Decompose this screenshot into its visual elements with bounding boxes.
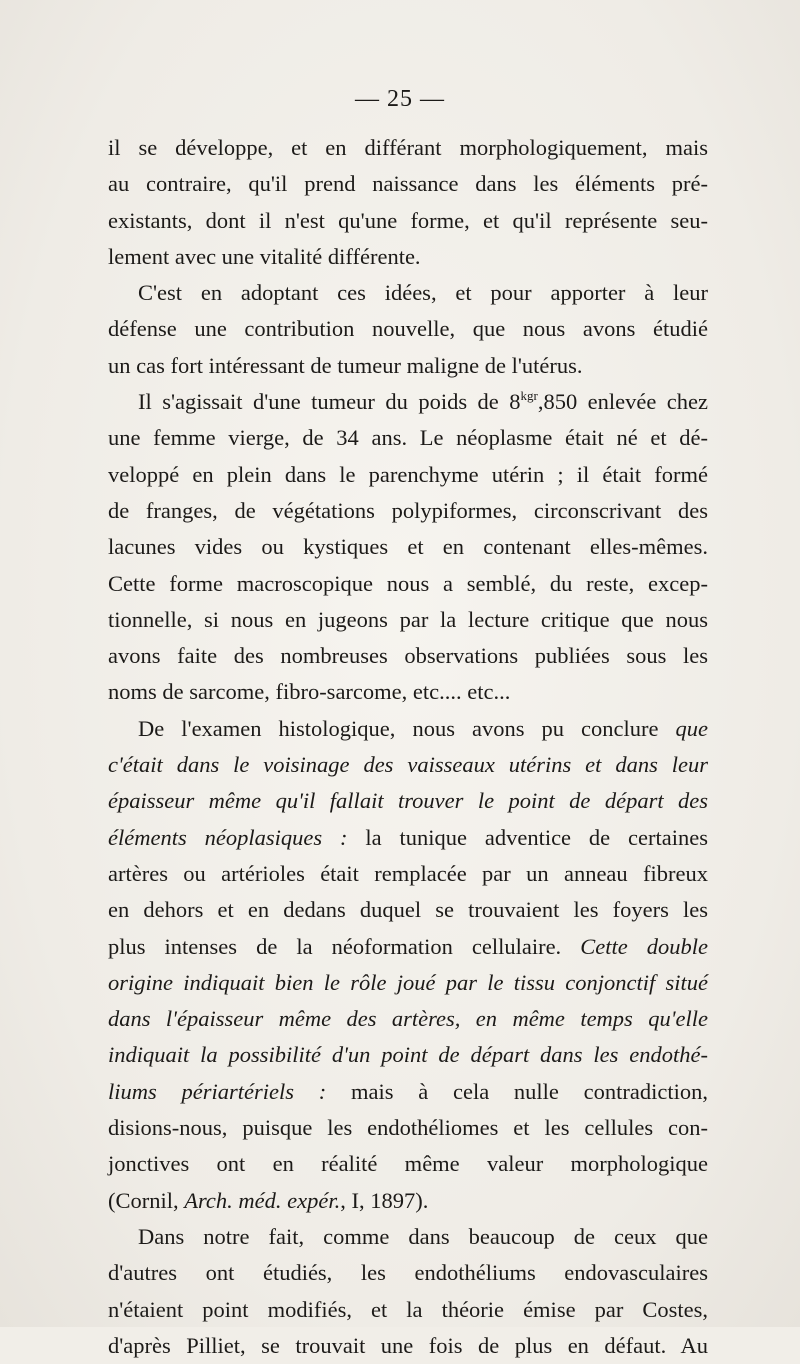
text-line [108,892,708,928]
italic-text-run: épaisseur même qu'il fallait trouver le point de départ des [108,788,708,814]
text-run: , I, 1897). [340,1187,429,1213]
text-run: ,850 enlevée chez [537,389,708,415]
text-line [108,1183,708,1219]
text-line [108,1074,708,1110]
italic-text-run: indiquait la possibilité d'un point de départ dans les endothé- [108,1042,708,1068]
text-line [108,457,708,493]
text-run: (Cornil, [108,1187,185,1213]
italic-text-run: liums périartériels : [108,1078,327,1104]
text-run: avons faite des nombreuses observations publiées sous les [108,643,708,669]
text-line [108,1328,708,1364]
text-run: veloppé en plein dans le parenchyme utérin ; il était formé [108,461,708,487]
text-run: C'est en adoptant ces idées, et pour apporter à leur [138,280,708,306]
text-run: en dehors et en dedans duquel se trouvaient les foyers les [108,897,708,923]
text-line [108,638,708,674]
italic-text-line [108,747,708,783]
text-line [108,602,708,638]
text-run: Il s'agissait d'une tumeur du poids de 8 [138,389,521,415]
text-run: de franges, de végétations polypiformes, circonscrivant des [108,497,708,523]
text-line [108,820,708,856]
text-run: jonctives ont en réalité même valeur morphologique [108,1151,708,1177]
text-line [108,311,708,347]
text-line [108,929,708,965]
italic-text-run: que [675,715,708,741]
text-run: plus intenses de la néoformation cellulaire. [108,933,581,959]
text-line [108,856,708,892]
text-line [108,420,708,456]
text-line [108,239,708,275]
text-line [108,348,708,384]
text-run: lacunes vides ou kystiques et en contenant elles-mêmes. [108,534,708,560]
text-line [108,166,708,202]
text-run: n'étaient point modifiés, et la théorie émise par Costes, [108,1296,708,1322]
paragraph-start-line [108,711,708,747]
page-number: — 25 — [355,86,445,112]
text-line [108,130,708,166]
italic-text-run: dans l'épaisseur même des artères, en même temps qu'elle [108,1006,708,1032]
text-run: Cette forme macroscopique nous a semblé, du reste, excep- [108,570,708,596]
italic-text-run: c'était dans le voisinage des vaisseaux utérins et dans leur [108,752,708,778]
text-line [108,1146,708,1182]
text-run: une femme vierge, de 34 ans. Le néoplasme était né et dé- [108,425,708,451]
text-run: au contraire, qu'il prend naissance dans les éléments pré- [108,171,708,197]
text-run: d'autres ont étudiés, les endothéliums endovasculaires [108,1260,708,1286]
italic-text-line [108,1037,708,1073]
body-text [108,130,708,1364]
text-run: lement avec une vitalité différente. [108,243,421,269]
text-run: tionnelle, si nous en jugeons par la lecture critique que nous [108,606,708,632]
text-run: Dans notre fait, comme dans beaucoup de ceux que [138,1223,708,1249]
text-run: d'après Pilliet, se trouvait une fois de plus en défaut. Au [108,1332,708,1358]
text-run: disions-nous, puisque les endothéliomes et les cellules con- [108,1115,708,1141]
text-line [108,493,708,529]
text-run: mais à cela nulle contradiction, [326,1078,709,1104]
italic-text-line [108,1001,708,1037]
italic-text-line [108,783,708,819]
italic-citation: Arch. méd. expér. [184,1187,341,1213]
unit-superscript: kgr [520,388,538,404]
text-line [108,674,708,710]
paragraph-start-line [108,1219,708,1255]
text-line [108,1292,708,1328]
text-run: existants, dont il n'est qu'une forme, et qu'il représente seu- [108,207,708,233]
italic-text-line [108,965,708,1001]
text-line [108,529,708,565]
text-run: la tunique adventice de certaines [347,824,708,850]
italic-text-run: origine indiquait bien le rôle joué par le tissu conjonctif situé [108,969,708,995]
paragraph-start-line [108,275,708,311]
text-run: défense une contribution nouvelle, que nous avons étudié [108,316,708,342]
text-run: il se développe, et en différant morphologiquement, mais [108,135,708,160]
italic-text-run: éléments néoplasiques : [108,824,348,850]
italic-text-run: Cette double [580,933,708,959]
text-run: De l'examen histologique, nous avons pu conclure [138,715,676,741]
text-line [108,566,708,602]
text-run: un cas fort intéressant de tumeur maligne de l'utérus. [108,352,583,378]
text-line [108,1110,708,1146]
text-run: noms de sarcome, fibro-sarcome, etc.... etc... [108,679,511,705]
text-run: artères ou artérioles était remplacée par un anneau fibreux [108,860,708,886]
text-line [108,1255,708,1291]
text-line [108,203,708,239]
paragraph-start-line [108,384,708,420]
